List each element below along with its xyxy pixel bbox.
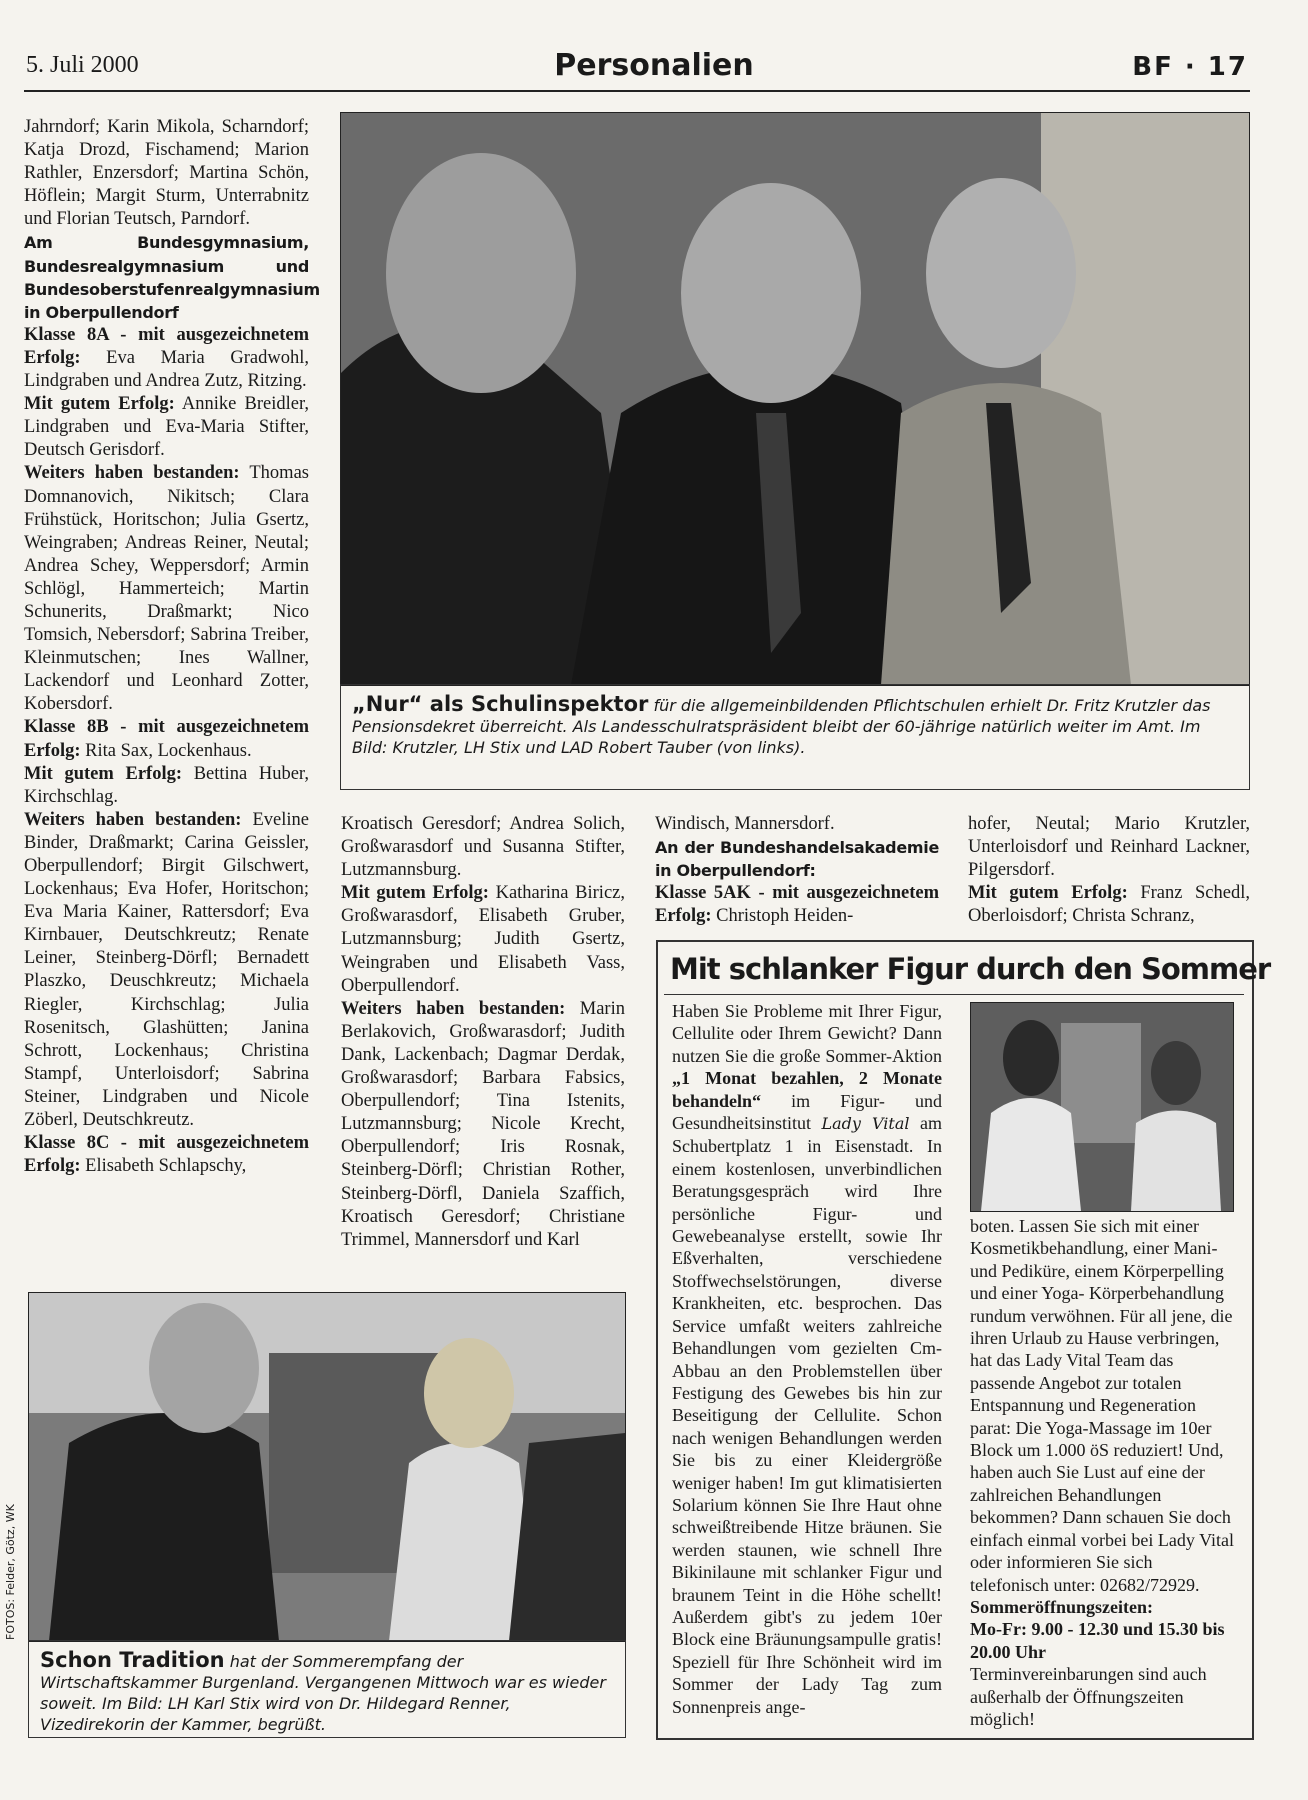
label: Mit gutem Erfolg: (24, 763, 183, 784)
caption-text: hat der Sommerempfang der Wirtschaftskammer Burgenland. Vergangenen Mittwoch war es wieder soweit. Im Bild: LH Karl Stix wird von Dr. Hildegard Renner, Vizedirekorin der Kammer, begrüßt. (40, 1652, 606, 1734)
names: Christoph Heiden- (711, 906, 854, 927)
ad-body-right (970, 1215, 1234, 1730)
photo-bottom-image (29, 1293, 625, 1641)
photo-top-image (341, 113, 1249, 685)
ad-text: im Figur- und Gesundheitsinstitut (672, 1090, 942, 1134)
text: Jahrndorf; Karin Mikola, Scharndorf; Katja Drozd, Fischamend; Marion Rathler, Enzersdorf; Martina Schön, Höflein; Margit Sturm, Unterrabnitz und Florian Teutsch, Parndorf. (24, 117, 309, 230)
names: Rita Sax, Lockenhaus. (80, 740, 252, 761)
label: Weiters haben bestanden: (24, 809, 242, 830)
label: Mit gutem Erfolg: (968, 883, 1128, 904)
hours-title: Sommeröffnungszeiten: (970, 1596, 1153, 1617)
column-2 (341, 813, 625, 1252)
ad-photo-image (971, 1003, 1233, 1211)
names: Elisabeth Schlapschy, (80, 1156, 247, 1177)
names: Thomas Domnanovich, Nikitsch; Clara Frühstück, Horitschon; Julia Gsertz, Weingraben; Andreas Reiner, Neutal; Andrea Schey, Weppersdorf; Armin Schlögl, Hammerteich; Martin Schunerits, Draßmarkt; Nico Tomsich, Nebersdorf; Sabrina Treiber, Kleinmutschen; Ines Wallner, Lackendorf und Leonhard Zotter, Kobersdorf. (24, 463, 309, 715)
label: Klasse 8B - mit ausgezeichnetem Erfolg: (24, 717, 309, 761)
photo-credit: FOTOS: Felder, Götz, WK (4, 1504, 17, 1640)
photo-top-caption (352, 694, 1238, 758)
appointment-note: Terminvereinbarungen sind auch außerhalb der Öffnungszeiten möglich! (970, 1664, 1207, 1729)
school-heading: An der Bundeshandelsakademie in Oberpullendorf: (655, 838, 939, 881)
names: Katharina Biricz, Großwarasdorf, Elisabeth Gruber, Lutzmannsburg; Judith Gsertz, Weingraben und Elisabeth Vass, Oberpullendorf. (341, 883, 625, 996)
ad-text: Haben Sie Probleme mit Ihrer Figur, Cellulite oder Ihrem Gewicht? Dann nutzen Sie die große Sommer-Aktion (672, 1001, 942, 1066)
names: Franz Schedl, Oberloisdorf; Christa Schranz, (968, 883, 1250, 927)
issue-date: 5. Juli 2000 (26, 52, 139, 78)
column-4 (968, 813, 1250, 928)
names: Eva Maria Gradwohl, Lindgraben und Andrea Zutz, Ritzing. (24, 347, 309, 392)
photo-bottom-caption (40, 1650, 614, 1735)
label: Mit gutem Erfolg: (24, 394, 175, 415)
caption-lead: Schon Tradition (40, 1648, 225, 1672)
brand-logo: Lady Vital (821, 1114, 910, 1134)
column-3 (655, 813, 939, 928)
hours: Mo-Fr: 9.00 - 12.30 und 15.30 bis 20.00 Uhr (970, 1619, 1225, 1662)
label: Klasse 8C - mit ausgezeichnetem Erfolg: (24, 1133, 309, 1177)
caption-text: für die allgemeinbildenden Pflichtschulen erhielt Dr. Fritz Krutzler das Pensionsdekret überreicht. Als Landesschulratspräsident bleibt der 60-jährige natürlich weiter im Amt. Im Bild: Krutzler, LH Stix und LAD Robert Tauber (von links). (352, 696, 1211, 757)
label: Klasse 5AK - mit ausgezeichnetem Erfolg: (655, 883, 939, 927)
ad-photo (970, 1002, 1234, 1212)
names: Bettina Huber, Kirchschlag. (24, 763, 309, 807)
ad-body-left (672, 1000, 942, 1718)
caption-lead: „Nur“ als Schulinspektor (352, 692, 649, 716)
label: Weiters haben bestanden: (341, 998, 566, 1019)
label: Klasse 8A - mit ausgezeichnetem Erfolg: (24, 324, 309, 368)
ad-text: boten. Lassen Sie sich mit einer Kosmetikbehandlung, einer Mani- und Pediküre, einem Körperpelling und einer Yoga- Körperbehandlung rundum verwöhnen. Für all jene, die ihren Urlaub zu Hause verbringen, hat das Lady Vital Team das passende Angebot zur totalen Entspannung und Regeneration parat: Die Yoga-Massage im 10er Block um 1.000 öS reduziert! Und, haben auch Sie Lust auf eine der zahlreichen Behandlungen bekommen? Dann schauen Sie doch einfach einmal vorbei bei Lady Vital oder informieren Sie sich telefonisch unter: 02682/72929. (970, 1216, 1234, 1595)
text: Kroatisch Geresdorf; Andrea Solich, Großwarasdorf und Susanna Stifter, Lutzmannsburg. (341, 814, 625, 881)
section-title: Personalien (554, 48, 754, 83)
text: Windisch, Mannersdorf. (655, 814, 835, 834)
label: Weiters haben bestanden: (24, 463, 240, 484)
names: Marin Berlakovich, Großwarasdorf; Judith Dank, Lackenbach; Dagmar Derdak, Großwarasdorf; Barbara Fabsics, Oberpullendorf; Tina Istenits, Lutzmannsburg; Nicole Krecht, Oberpullendorf; Iris Rosnak, Steinberg-Dörfl; Christian Rother, Steinberg-Dörfl, Daniela Szaffich, Kroatisch Geresdorf; Christiane Trimmel, Mannersdorf und Karl (341, 998, 625, 1250)
ad-text: am Schubertplatz 1 in Eisenstadt. In einem kostenlosen, unverbindlichen Beratungsgespräch wird Ihre persönliche Figur- und Gewebeanalyse erstellt, sowie Ihr Eßverhalten, verschiedene Stoffwechselstörungen, diverse Krankheiten, etc. besprochen. Das Service umfaßt weiters zahlreiche Behandlungen vom gezielten Cm-Abbau an den Problemstellen über Festigung des Gewebes bis hin zur Beseitigung der Cellulite. Schon nach wenigen Behandlungen werden Sie bis zu einer Kleidergröße weniger haben! Im gut klimatisierten Solarium können Sie Ihre Haut ohne schweißtreibende Hitze bräunen. Sie werden staunen, wie schnell Ihre Bikinilaune mit schlanker Figur und braunem Teint in die Höhe schellt! Außerdem gibt's zu jedem 10er Block eine Bräunungsampulle gratis! Speziell für Ihre Schönheit wird im Sommer der Lady Tag zum Sonnenpreis ange- (672, 1113, 943, 1717)
ad-offer: „1 Monat bezahlen, 2 Monate behandeln“ (672, 1068, 942, 1111)
page-number: BF · 17 (1132, 52, 1248, 82)
school-heading: Am Bundesgymnasium, Bundesrealgymnasium und Bundesoberstufenrealgymnasium in Oberpullendorf (24, 233, 320, 322)
photo-bottom (28, 1292, 626, 1642)
ad-headline: Mit schlanker Figur durch den Sommer (670, 952, 1271, 986)
column-1 (24, 116, 320, 1178)
names: Eveline Binder, Draßmarkt; Carina Geissler, Oberpullendorf; Birgit Gilschwert, Lockenhaus; Eva Hofer, Horitschon; Eva Maria Kainer, Rattersdorf; Eva Kirnbauer, Deutschkreutz; Renate Leiner, Steinberg-Dörfl; Bernadett Plaszko, Deuschkreutz; Michaela Riegler, Kirchschlag; Julia Rosenitsch, Glashütten; Janina Schrott, Lockenhaus; Christina Stampf, Unterloisdorf; Sabrina Steiner, Lindgraben und Nicole Zöberl, Deutschkreutz. (24, 809, 309, 1131)
ad-rule (664, 994, 1244, 995)
label: Mit gutem Erfolg: (341, 883, 489, 904)
photo-top (340, 112, 1250, 686)
text: hofer, Neutal; Mario Krutzler, Unterloisdorf und Reinhard Lackner, Pilgersdorf. (968, 814, 1250, 881)
header-rule (24, 90, 1250, 92)
names: Annike Breidler, Lindgraben und Eva-Maria Stifter, Deutsch Gerisdorf. (24, 394, 309, 461)
